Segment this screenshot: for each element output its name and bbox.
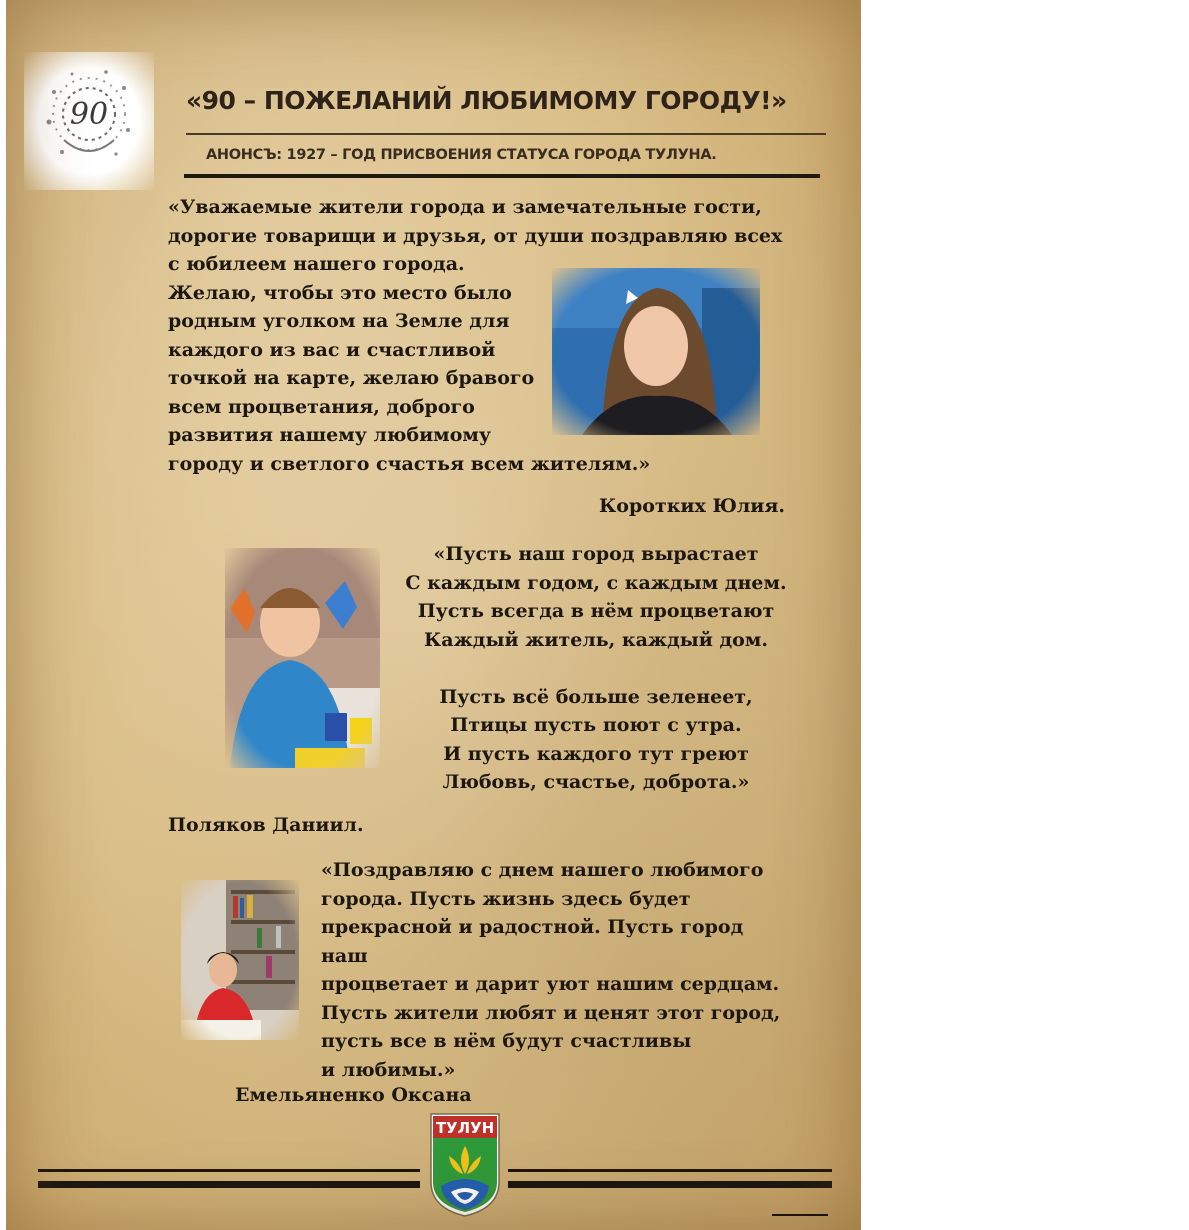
subtitle-divider xyxy=(184,174,820,178)
author-photo-2 xyxy=(225,548,380,768)
footer-rule-left-thin xyxy=(38,1169,420,1172)
page-title: «90 – ПОЖЕЛАНИЙ ЛЮБИМОМУ ГОРОДУ!» xyxy=(186,86,787,115)
anniversary-90-emblem xyxy=(24,52,154,190)
wish-text-3: «Поздравляю с днем нашего любимого города. Пусть жизнь здесь будет прекрасной и радостной. Пусть город наш процветает и дарит уют нашим сердцам. Пусть жители любят и ценят этот город, пусть все в нём будут счастливы и любимы.» xyxy=(321,859,781,1081)
wish-text-1: «Уважаемые жители города и замечательные гости, дорогие товарищи и друзья, от души поздравляю всех с юбилеем нашего города. Желаю, чтобы это место было родным уголком на Земле для каждого из вас и счастливой точкой на карте, желаю бравого всем процветания, доброго развития нашему любимому городу и светлого счастья всем жителям.» xyxy=(168,196,783,475)
page-subtitle: АНОНСЪ: 1927 – ГОД ПРИСВОЕНИЯ СТАТУСА ГОРОДА ТУЛУНА. xyxy=(206,147,717,163)
poster-page xyxy=(6,0,861,1230)
page-edge-mark xyxy=(772,1214,828,1216)
footer-rule-right-thick xyxy=(508,1181,832,1188)
wish-text-2: «Пусть наш город вырастает С каждым годом, с каждым днем. Пусть всегда в нём процветают Каждый житель, каждый дом. Пусть всё больше зеленеет, Птицы пусть поют с утра. И пусть каждого тут греют Любовь, счастье, доброта.» xyxy=(405,543,787,793)
emblem-number: 90 xyxy=(69,97,109,132)
author-name-2: Поляков Даниил. xyxy=(168,814,364,836)
coat-of-arms-icon xyxy=(427,1112,503,1218)
tulun-coat-of-arms xyxy=(427,1112,503,1218)
wreath-icon xyxy=(24,52,154,190)
title-divider xyxy=(186,133,826,135)
footer-rule-left-thick xyxy=(38,1181,420,1188)
coat-of-arms-label: ТУЛУН xyxy=(435,1119,495,1137)
footer-rule-right-thin xyxy=(508,1169,832,1172)
author-photo-3 xyxy=(181,880,299,1040)
author-name-1: Коротких Юлия. xyxy=(599,495,786,517)
author-photo-1 xyxy=(552,268,760,435)
author-name-3: Емельяненко Оксана xyxy=(235,1084,472,1106)
